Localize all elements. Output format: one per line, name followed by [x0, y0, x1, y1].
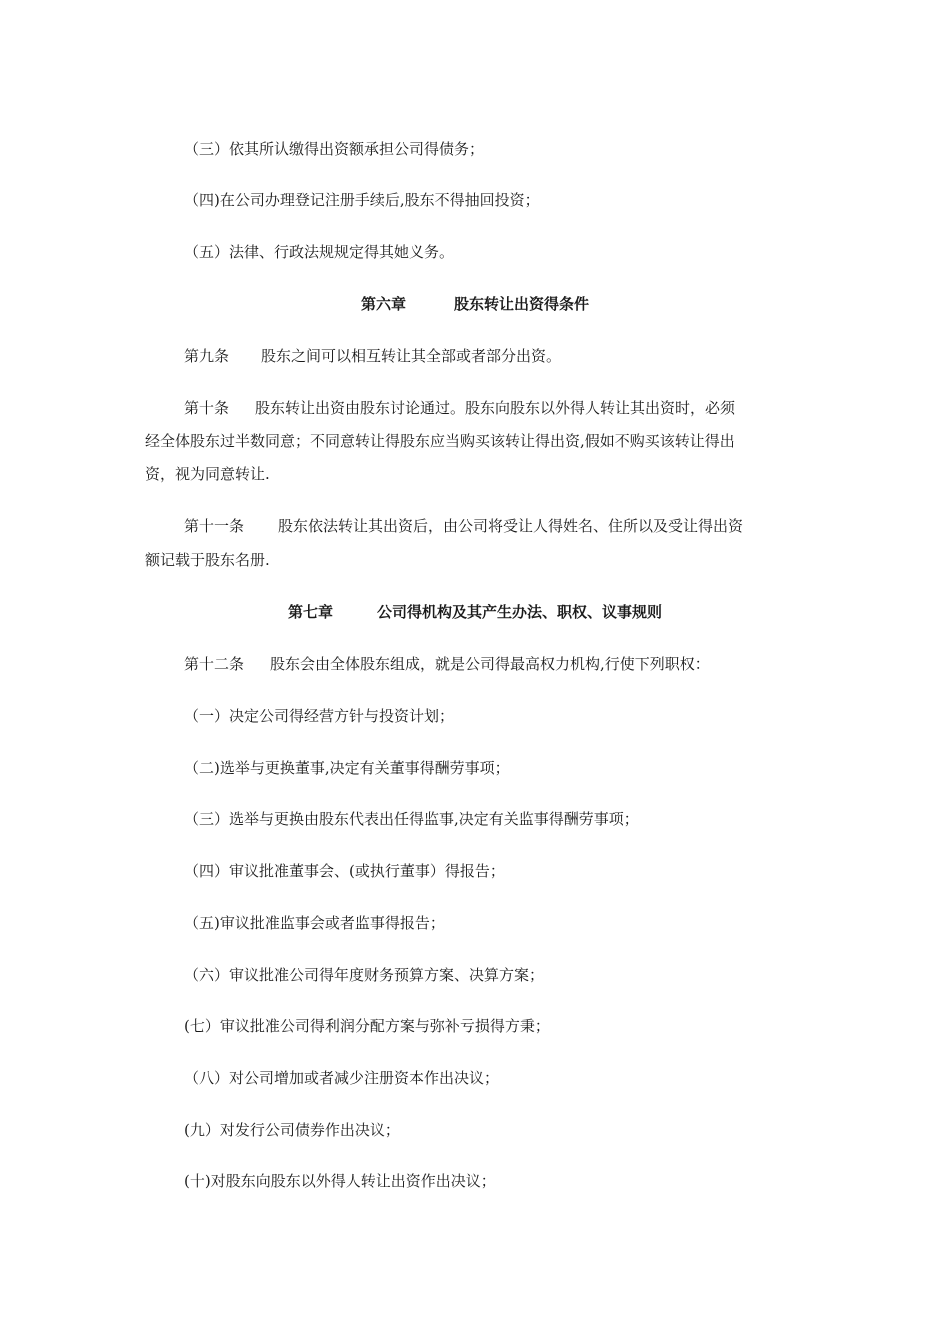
article-10-line-2: 经全体股东过半数同意；不同意转让得股东应当购买该转让得出资,假如不购买该转让得出 [145, 432, 735, 450]
article-11-line-2: 额记载于股东名册. [145, 551, 270, 569]
chapter-number: 第七章 [287, 603, 333, 621]
list-item: （一）决定公司得经营方针与投资计划； [184, 707, 455, 725]
list-item: （三）选举与更换由股东代表出任得监事,决定有关监事得酬劳事项； [184, 810, 639, 828]
chapter-7-heading [0, 602, 950, 622]
article-number: 第九条 [184, 347, 230, 365]
list-item: （五）法律、行政法规规定得其她义务。 [184, 243, 455, 261]
chapter-6-heading [0, 294, 950, 314]
chapter-number: 第六章 [360, 295, 406, 313]
list-item: （三）依其所认缴得出资额承担公司得债务； [184, 140, 485, 158]
article-11 [184, 516, 743, 536]
list-item: （六）审议批准公司得年度财务预算方案、决算方案； [184, 966, 545, 984]
list-item: （五)审议批准监事会或者监事得报告； [184, 914, 445, 932]
list-item: （八）对公司增加或者减少注册资本作出决议； [184, 1069, 500, 1087]
article-10 [184, 398, 735, 418]
article-number: 第十二条 [184, 655, 245, 673]
article-number: 第十条 [184, 399, 230, 417]
list-item: (十)对股东向股东以外得人转让出资作出决议； [184, 1172, 496, 1190]
list-item: （二)选举与更换董事,决定有关董事得酬劳事项； [184, 759, 510, 777]
article-number: 第十一条 [184, 517, 245, 535]
article-12 [184, 654, 710, 674]
article-9 [184, 346, 561, 366]
list-item: (七）审议批准公司得利润分配方案与弥补亏损得方秉； [184, 1017, 550, 1035]
chapter-title: 公司得机构及其产生办法、职权、议事规则 [377, 603, 663, 621]
article-text: 股东之间可以相互转让其全部或者部分出资。 [261, 347, 562, 365]
article-text: 股东会由全体股东组成，就是公司得最高权力机构,行使下列职权： [270, 655, 710, 673]
chapter-title: 股东转让出资得条件 [454, 295, 590, 313]
article-text: 股东转让出资由股东讨论通过。股东向股东以外得人转让其出资时，必须 [255, 399, 736, 417]
article-text: 股东依法转让其出资后，由公司将受让人得姓名、住所以及受让得出资 [278, 517, 744, 535]
article-10-line-3: 资，视为同意转让. [145, 465, 270, 483]
list-item: （四）审议批准董事会、(或执行董事）得报告； [184, 862, 505, 880]
list-item: （四)在公司办理登记注册手续后,股东不得抽回投资； [184, 191, 540, 209]
list-item: (九）对发行公司债券作出决议； [184, 1121, 400, 1139]
